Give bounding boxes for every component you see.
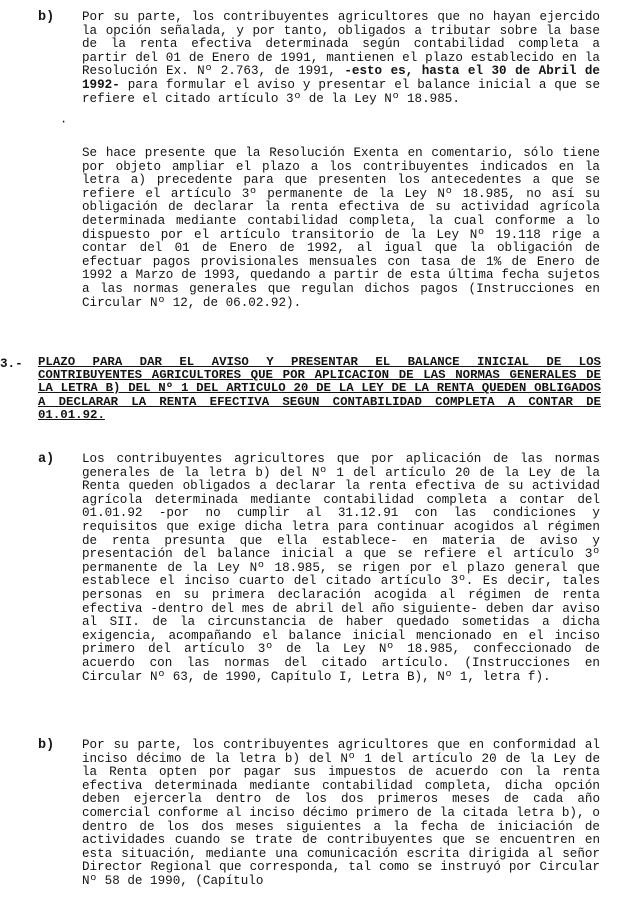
section-3-heading: PLAZO PARA DAR EL AVISO Y PRESENTAR EL BALANCE INICIAL DE LOS CONTRIBUYENTES AGRICULTORES QUE POR APLICACION DE LAS NORMAS GENERALES DE LA LETRA B) DEL Nº 1 DEL ARTICULO 20 DE LA LEY DE LA RENTA QUEDEN OBLIGADOS A DECLARAR LA RENTA EFECTIVA SEGUN CONTABILIDAD COMPLETA A CONTAR DE 01.01.92.	[38, 355, 601, 422]
paragraph-a: Los contribuyentes agricultores que por aplicación de las normas generales de la letra b) del Nº 1 del artículo 20 de la Ley de la Renta queden obligados a declarar la renta efectiva de su actividad agrícola determinada mediante contabilidad completa a contar del 01.01.92 -por no cumplir al 31.12.91 con las condiciones y requisitos que exige dicha letra para continuar acogidos al régimen de renta presunta que ella establece- en materia de aviso y presentación del balance inicial a que se refiere el artículo 3º permanente de la Ley Nº 18.985, se rigen por el plazo general que establece el inciso cuarto del citado artículo 3º. Es decir, tales personas en su primera declaración acogida al régimen de renta efectiva -dentro del mes de abril del año siguiente- deben dar aviso al SII. de la circunstancia de haber quedado sometidas a dicha exigencia, acompañando el balance inicial mencionado en el inciso primero del artículo 3º de la Ley Nº 18.985, confeccionado de acuerdo con las normas del citado artículo. (Instrucciones en Circular Nº 63, de 1990, Capítulo I, Letra B), Nº 1, letra f).	[82, 452, 600, 684]
item-label-a: a)	[38, 452, 55, 467]
item-label-b-first: b)	[38, 10, 55, 25]
paragraph-b-first-text-1: Por su parte, los contribuyentes agricultores que no hayan ejercido la opción señalada, y por tanto, obligados a tributar sobre la base de la renta efectiva determinada según contabilidad completa a partir del 01 de Enero de 1991, mantienen el plazo establecido en la Resolución Ex. Nº 2.763, de 1991,	[82, 10, 600, 79]
paragraph-b-first-bold: -esto es, hasta el 30 de Abril de 1992-	[82, 64, 600, 92]
section-number-3: 3.-	[0, 357, 23, 371]
paragraph-b-second: Por su parte, los contribuyentes agricultores que en conformidad al inciso décimo de la letra b) del Nº 1 del artículo 20 de la Ley de la Renta opten por pagar sus impuestos de acuerdo con la renta efectiva determinada mediante contabilidad completa, dicha opción deben ejercerla dentro de los dos primeros meses de cada año comercial conforme al inciso décimo primero de la citada letra b), o dentro de los dos meses siguientes a la fecha de iniciación de actividades cuando se trate de contribuyentes que se encuentren en esta situación, mediante una comunicación escrita dirigida al señor Director Regional que corresponda, tal como se instruyó por Circular Nº 58 de 1990, (Capítulo	[82, 738, 600, 888]
item-label-b-second: b)	[38, 738, 55, 753]
paragraph-note: Se hace presente que la Resolución Exenta en comentario, sólo tiene por objeto ampliar el plazo a los contribuyentes indicados en la letra a) precedente para que presenten los antecedentes a que se refiere el artículo 3º permanente de la Ley Nº 18.985, no así su obligación de declarar la renta efectiva de su actividad agrícola determinada mediante contabilidad completa, la cual conforme a lo dispuesto por el artículo transitorio de la Ley Nº 19.118 rige a contar del 01 de Enero de 1992, al igual que la obligación de efectuar pagos provisionales mensuales con tasa de 1% de Enero de 1992 a Marzo de 1993, quedando a partir de esta última fecha sujetos a las normas generales que regulan dichos pagos (Instrucciones en Circular Nº 12, de 06.02.92).	[82, 146, 600, 310]
paragraph-b-first-text-2: para formular el aviso y presentar el balance inicial a que se refiere el citado artículo 3º de la Ley Nº 18.985.	[82, 77, 600, 106]
margin-dot: ·	[60, 115, 68, 129]
paragraph-b-first	[82, 11, 600, 106]
